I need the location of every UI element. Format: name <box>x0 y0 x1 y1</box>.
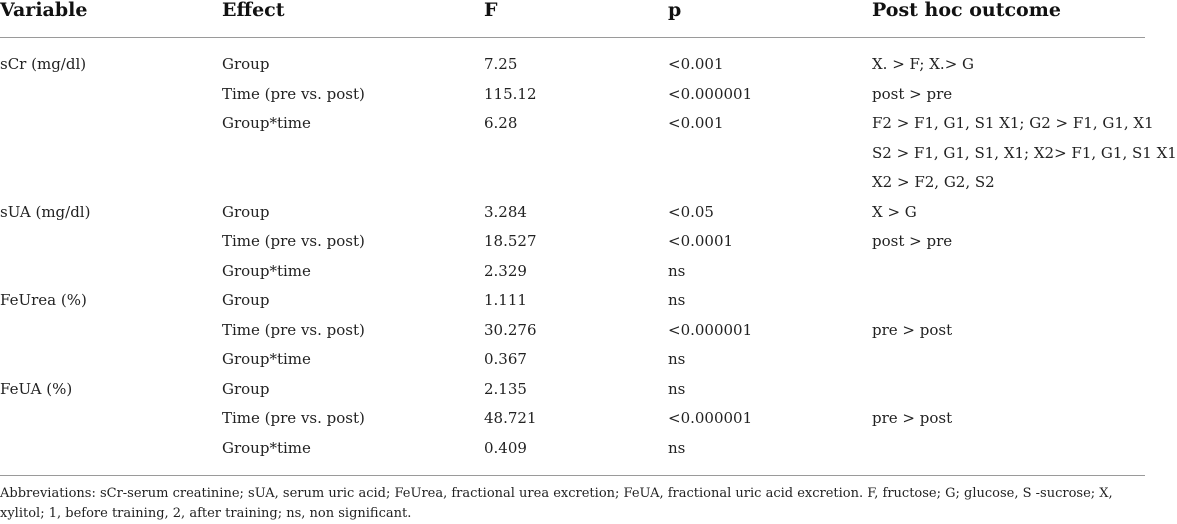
table-row <box>0 168 1145 197</box>
cell-f: 0.409 <box>484 438 527 457</box>
cell-post-hoc: post > pre <box>872 84 953 103</box>
cell-post-hoc: X > G <box>872 202 917 221</box>
cell-p: <0.000001 <box>668 320 753 339</box>
bottom-divider <box>0 475 1145 476</box>
cell-f: 30.276 <box>484 320 537 339</box>
table-row <box>0 257 1145 286</box>
cell-variable: FeUrea (%) <box>0 291 87 309</box>
cell-p: <0.001 <box>668 114 724 132</box>
table-row <box>0 50 1145 79</box>
cell-effect: Time (pre vs. post) <box>222 84 365 103</box>
table-row <box>0 375 1145 404</box>
cell-variable: sCr (mg/dl) <box>0 55 87 73</box>
cell-f: 2.329 <box>484 261 527 280</box>
cell-post-hoc: S2 > F1, G1, S1, X1; X2> F1, G1, S1 X1 <box>872 143 1177 162</box>
cell-f: 3.284 <box>484 202 527 221</box>
cell-post-hoc: pre > post <box>872 409 953 427</box>
table-row <box>0 80 1145 109</box>
cell-p: ns <box>668 261 686 280</box>
table-row <box>0 198 1145 227</box>
cell-effect: Group*time <box>222 438 311 457</box>
cell-p: ns <box>668 379 686 398</box>
cell-p: ns <box>668 438 686 457</box>
cell-post-hoc: X. > F; X.> G <box>872 55 975 73</box>
cell-post-hoc: post > pre <box>872 232 953 250</box>
cell-post-hoc: F2 > F1, G1, S1 X1; G2 > F1, G1, X1 <box>872 114 1154 132</box>
header-post-hoc: Post hoc outcome <box>872 0 1061 21</box>
table-row <box>0 345 1145 374</box>
cell-effect: Group <box>222 379 270 398</box>
cell-variable: FeUA (%) <box>0 379 73 398</box>
table-row <box>0 139 1177 168</box>
cell-effect: Group*time <box>222 350 311 368</box>
table-row <box>0 109 1154 138</box>
cell-f: 115.12 <box>484 84 537 103</box>
cell-effect: Group*time <box>222 114 311 132</box>
table-row <box>0 434 1145 463</box>
cell-p: <0.001 <box>668 55 724 73</box>
cell-p: <0.05 <box>668 202 714 221</box>
cell-f: 1.111 <box>484 291 527 309</box>
cell-variable: sUA (mg/dl) <box>0 202 91 221</box>
table-row <box>0 227 1145 256</box>
table-footnote: Abbreviations: sCr-serum creatinine; sUA, serum uric acid; FeUrea, fractional urea excretion; FeUA, fractional uric acid excretion. F, fructose; G; glucose, S -sucrose; X, xylitol; 1, before training, 2, after training; ns, non significant. <box>0 486 1113 521</box>
cell-post-hoc: X2 > F2, G2, S2 <box>872 173 995 191</box>
table-row <box>0 286 1145 315</box>
cell-f: 7.25 <box>484 55 518 73</box>
table-row <box>0 316 1145 345</box>
cell-p: ns <box>668 291 686 309</box>
cell-effect: Time (pre vs. post) <box>222 320 365 339</box>
cell-f: 2.135 <box>484 379 527 398</box>
cell-effect: Group <box>222 202 270 221</box>
cell-effect: Time (pre vs. post) <box>222 232 365 250</box>
cell-effect: Group <box>222 291 270 309</box>
cell-post-hoc: pre > post <box>872 320 953 339</box>
cell-f: 48.721 <box>484 409 537 427</box>
cell-f: 18.527 <box>484 232 537 250</box>
cell-effect: Group <box>222 55 270 73</box>
header-variable: Variable <box>0 0 88 21</box>
header-f: F <box>484 0 498 21</box>
cell-p: <0.000001 <box>668 409 753 427</box>
cell-p: <0.000001 <box>668 84 753 103</box>
cell-p: <0.0001 <box>668 232 734 250</box>
cell-f: 0.367 <box>484 350 527 368</box>
cell-effect: Time (pre vs. post) <box>222 409 365 427</box>
header-p: p <box>668 0 682 21</box>
cell-effect: Group*time <box>222 261 311 280</box>
table-header <box>0 0 1145 36</box>
cell-f: 6.28 <box>484 114 518 132</box>
cell-p: ns <box>668 350 686 368</box>
header-divider <box>0 37 1145 38</box>
header-effect: Effect <box>222 0 285 21</box>
table-row <box>0 404 1145 433</box>
